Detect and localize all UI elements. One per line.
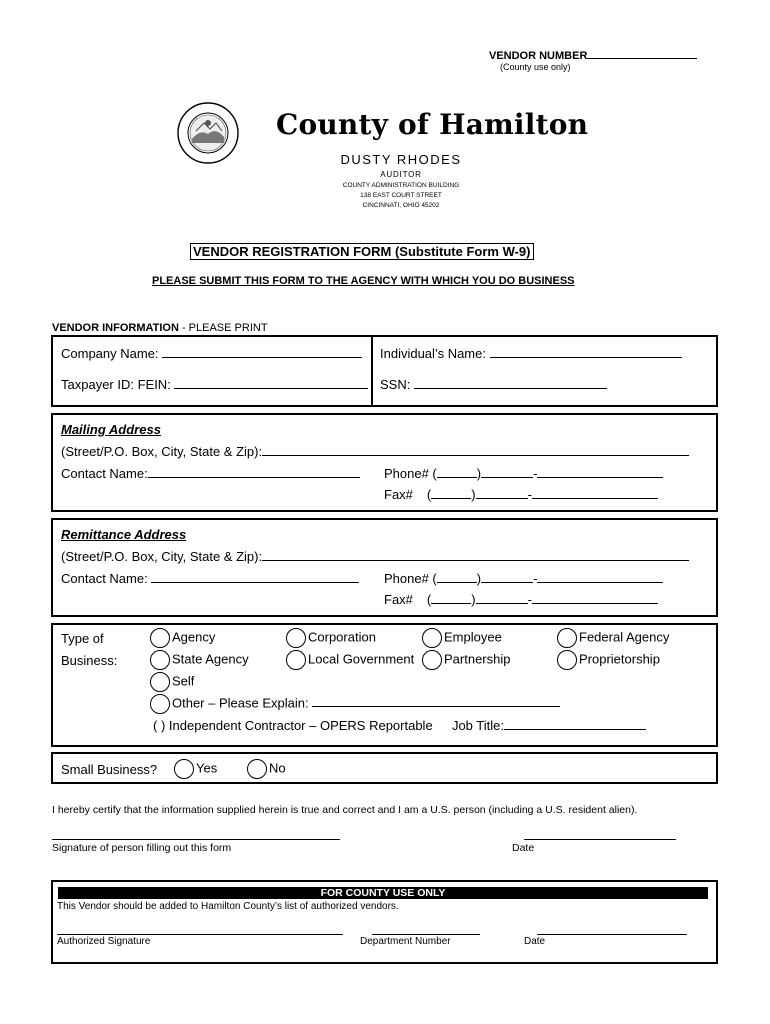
job-title-field[interactable] <box>504 718 646 730</box>
radio-icon[interactable] <box>422 650 442 670</box>
mailing-phone-row: Phone# ( ) - <box>384 466 663 481</box>
option-agency[interactable]: Agency <box>150 628 215 648</box>
contractor-checkbox[interactable]: ( ) <box>153 718 166 733</box>
mailing-street-row: (Street/P.O. Box, City, State & Zip): <box>61 444 689 459</box>
mailing-fax-line-field[interactable] <box>532 487 658 499</box>
remittance-address-box <box>51 518 718 617</box>
mailing-street-field[interactable] <box>262 444 689 456</box>
remittance-contact-field[interactable] <box>151 571 359 583</box>
remittance-fax-line-field[interactable] <box>532 592 658 604</box>
option-federal-agency[interactable]: Federal Agency <box>557 628 669 648</box>
radio-icon[interactable] <box>150 650 170 670</box>
auditor-name: DUSTY RHODES <box>340 152 462 167</box>
county-title: County of Hamilton <box>276 108 589 141</box>
mailing-phone-area-field[interactable] <box>437 466 477 478</box>
remittance-phone-row: Phone# ( ) - <box>384 571 663 586</box>
other-explain-field[interactable] <box>312 695 560 707</box>
remittance-fax-prefix-field[interactable] <box>476 592 528 604</box>
radio-icon[interactable] <box>422 628 442 648</box>
county-use-text: This Vendor should be added to Hamilton County’s list of authorized vendors. <box>57 901 399 912</box>
radio-icon[interactable] <box>150 694 170 714</box>
option-partnership[interactable]: Partnership <box>422 650 510 670</box>
mailing-phone-prefix-field[interactable] <box>481 466 533 478</box>
auditor-title: AUDITOR <box>380 170 422 179</box>
option-local-government[interactable]: Local Government <box>286 650 414 670</box>
signature-line[interactable] <box>52 839 340 840</box>
ssn-field[interactable] <box>414 377 607 389</box>
county-use-box <box>51 880 718 964</box>
mailing-fax-row: Fax# ( ) - <box>384 487 658 502</box>
county-use-heading: FOR COUNTY USE ONLY <box>58 887 708 899</box>
radio-icon[interactable] <box>174 759 194 779</box>
address-line-2: 138 EAST COURT STREET <box>360 192 442 199</box>
remittance-contact-row: Contact Name: <box>61 571 359 586</box>
remittance-phone-prefix-field[interactable] <box>481 571 533 583</box>
remittance-fax-area-field[interactable] <box>431 592 471 604</box>
fein-field[interactable] <box>174 377 368 389</box>
company-name-row: Company Name: <box>61 346 362 361</box>
certification-date-label: Date <box>512 842 535 854</box>
radio-icon[interactable] <box>286 650 306 670</box>
department-number-label: Department Number <box>360 936 451 947</box>
mailing-fax-prefix-field[interactable] <box>476 487 528 499</box>
address-line-1: COUNTY ADMINISTRATION BUILDING <box>342 182 460 189</box>
option-no[interactable]: No <box>247 759 286 779</box>
form-instruction: PLEASE SUBMIT THIS FORM TO THE AGENCY WITH WHICH YOU DO BUSINESS <box>152 275 575 287</box>
remittance-fax-row: Fax# ( ) - <box>384 592 658 607</box>
option-employee[interactable]: Employee <box>422 628 502 648</box>
authorized-signature-line[interactable] <box>57 934 343 935</box>
vendor-info-divider <box>371 337 373 405</box>
mailing-phone-line-field[interactable] <box>537 466 663 478</box>
individual-name-row: Individual’s Name: <box>380 346 682 361</box>
small-business-label: Small Business? <box>61 762 158 777</box>
option-self[interactable]: Self <box>150 672 194 692</box>
mailing-fax-area-field[interactable] <box>431 487 471 499</box>
address-line-3: CINCINNATI, OHIO 45202 <box>362 202 440 209</box>
option-yes[interactable]: Yes <box>174 759 217 779</box>
mailing-contact-row: Contact Name: <box>61 466 360 481</box>
small-business-box <box>51 752 718 784</box>
form-title: VENDOR REGISTRATION FORM (Substitute Form W-9) <box>190 243 534 260</box>
business-type-box <box>51 623 718 747</box>
radio-icon[interactable] <box>557 650 577 670</box>
taxpayer-id-row: Taxpayer ID: FEIN: <box>61 377 368 392</box>
vendor-number-label: VENDOR NUMBER <box>489 47 697 62</box>
county-date-line[interactable] <box>537 934 687 935</box>
certification-text: I hereby certify that the information supplied herein is true and correct and I am a U.S. person (including a U.S. resident alien). <box>52 804 638 816</box>
ssn-row: SSN: <box>380 377 607 392</box>
radio-icon[interactable] <box>557 628 577 648</box>
certification-date-line[interactable] <box>524 839 676 840</box>
option-other[interactable]: Other – Please Explain: <box>150 694 560 714</box>
mailing-address-box <box>51 413 718 512</box>
mailing-address-heading: Mailing Address <box>61 422 161 437</box>
radio-icon[interactable] <box>247 759 267 779</box>
individual-name-field[interactable] <box>490 346 682 358</box>
radio-icon[interactable] <box>150 672 170 692</box>
remittance-street-row: (Street/P.O. Box, City, State & Zip): <box>61 549 689 564</box>
department-number-line[interactable] <box>372 934 480 935</box>
authorized-signature-label: Authorized Signature <box>57 936 151 947</box>
remittance-address-heading: Remittance Address <box>61 527 187 542</box>
remittance-street-field[interactable] <box>262 549 689 561</box>
company-name-field[interactable] <box>162 346 362 358</box>
mailing-contact-field[interactable] <box>148 466 360 478</box>
signature-label: Signature of person filling out this form <box>52 842 232 854</box>
option-corporation[interactable]: Corporation <box>286 628 376 648</box>
vendor-info-heading: VENDOR INFORMATION - PLEASE PRINT <box>52 322 268 334</box>
remittance-phone-line-field[interactable] <box>537 571 663 583</box>
county-seal <box>176 101 240 165</box>
option-state-agency[interactable]: State Agency <box>150 650 249 670</box>
remittance-phone-area-field[interactable] <box>437 571 477 583</box>
county-date-label: Date <box>524 936 546 947</box>
county-use-only-note: (County use only) <box>500 62 571 72</box>
radio-icon[interactable] <box>150 628 170 648</box>
independent-contractor-row: ( ) Independent Contractor – OPERS Reportable Job Title: <box>153 718 646 733</box>
vendor-info-box <box>51 335 718 407</box>
business-type-label-1: Type of <box>61 631 104 646</box>
business-type-label-2: Business: <box>61 653 118 668</box>
vendor-number-field[interactable] <box>587 47 697 59</box>
radio-icon[interactable] <box>286 628 306 648</box>
option-proprietorship[interactable]: Proprietorship <box>557 650 660 670</box>
